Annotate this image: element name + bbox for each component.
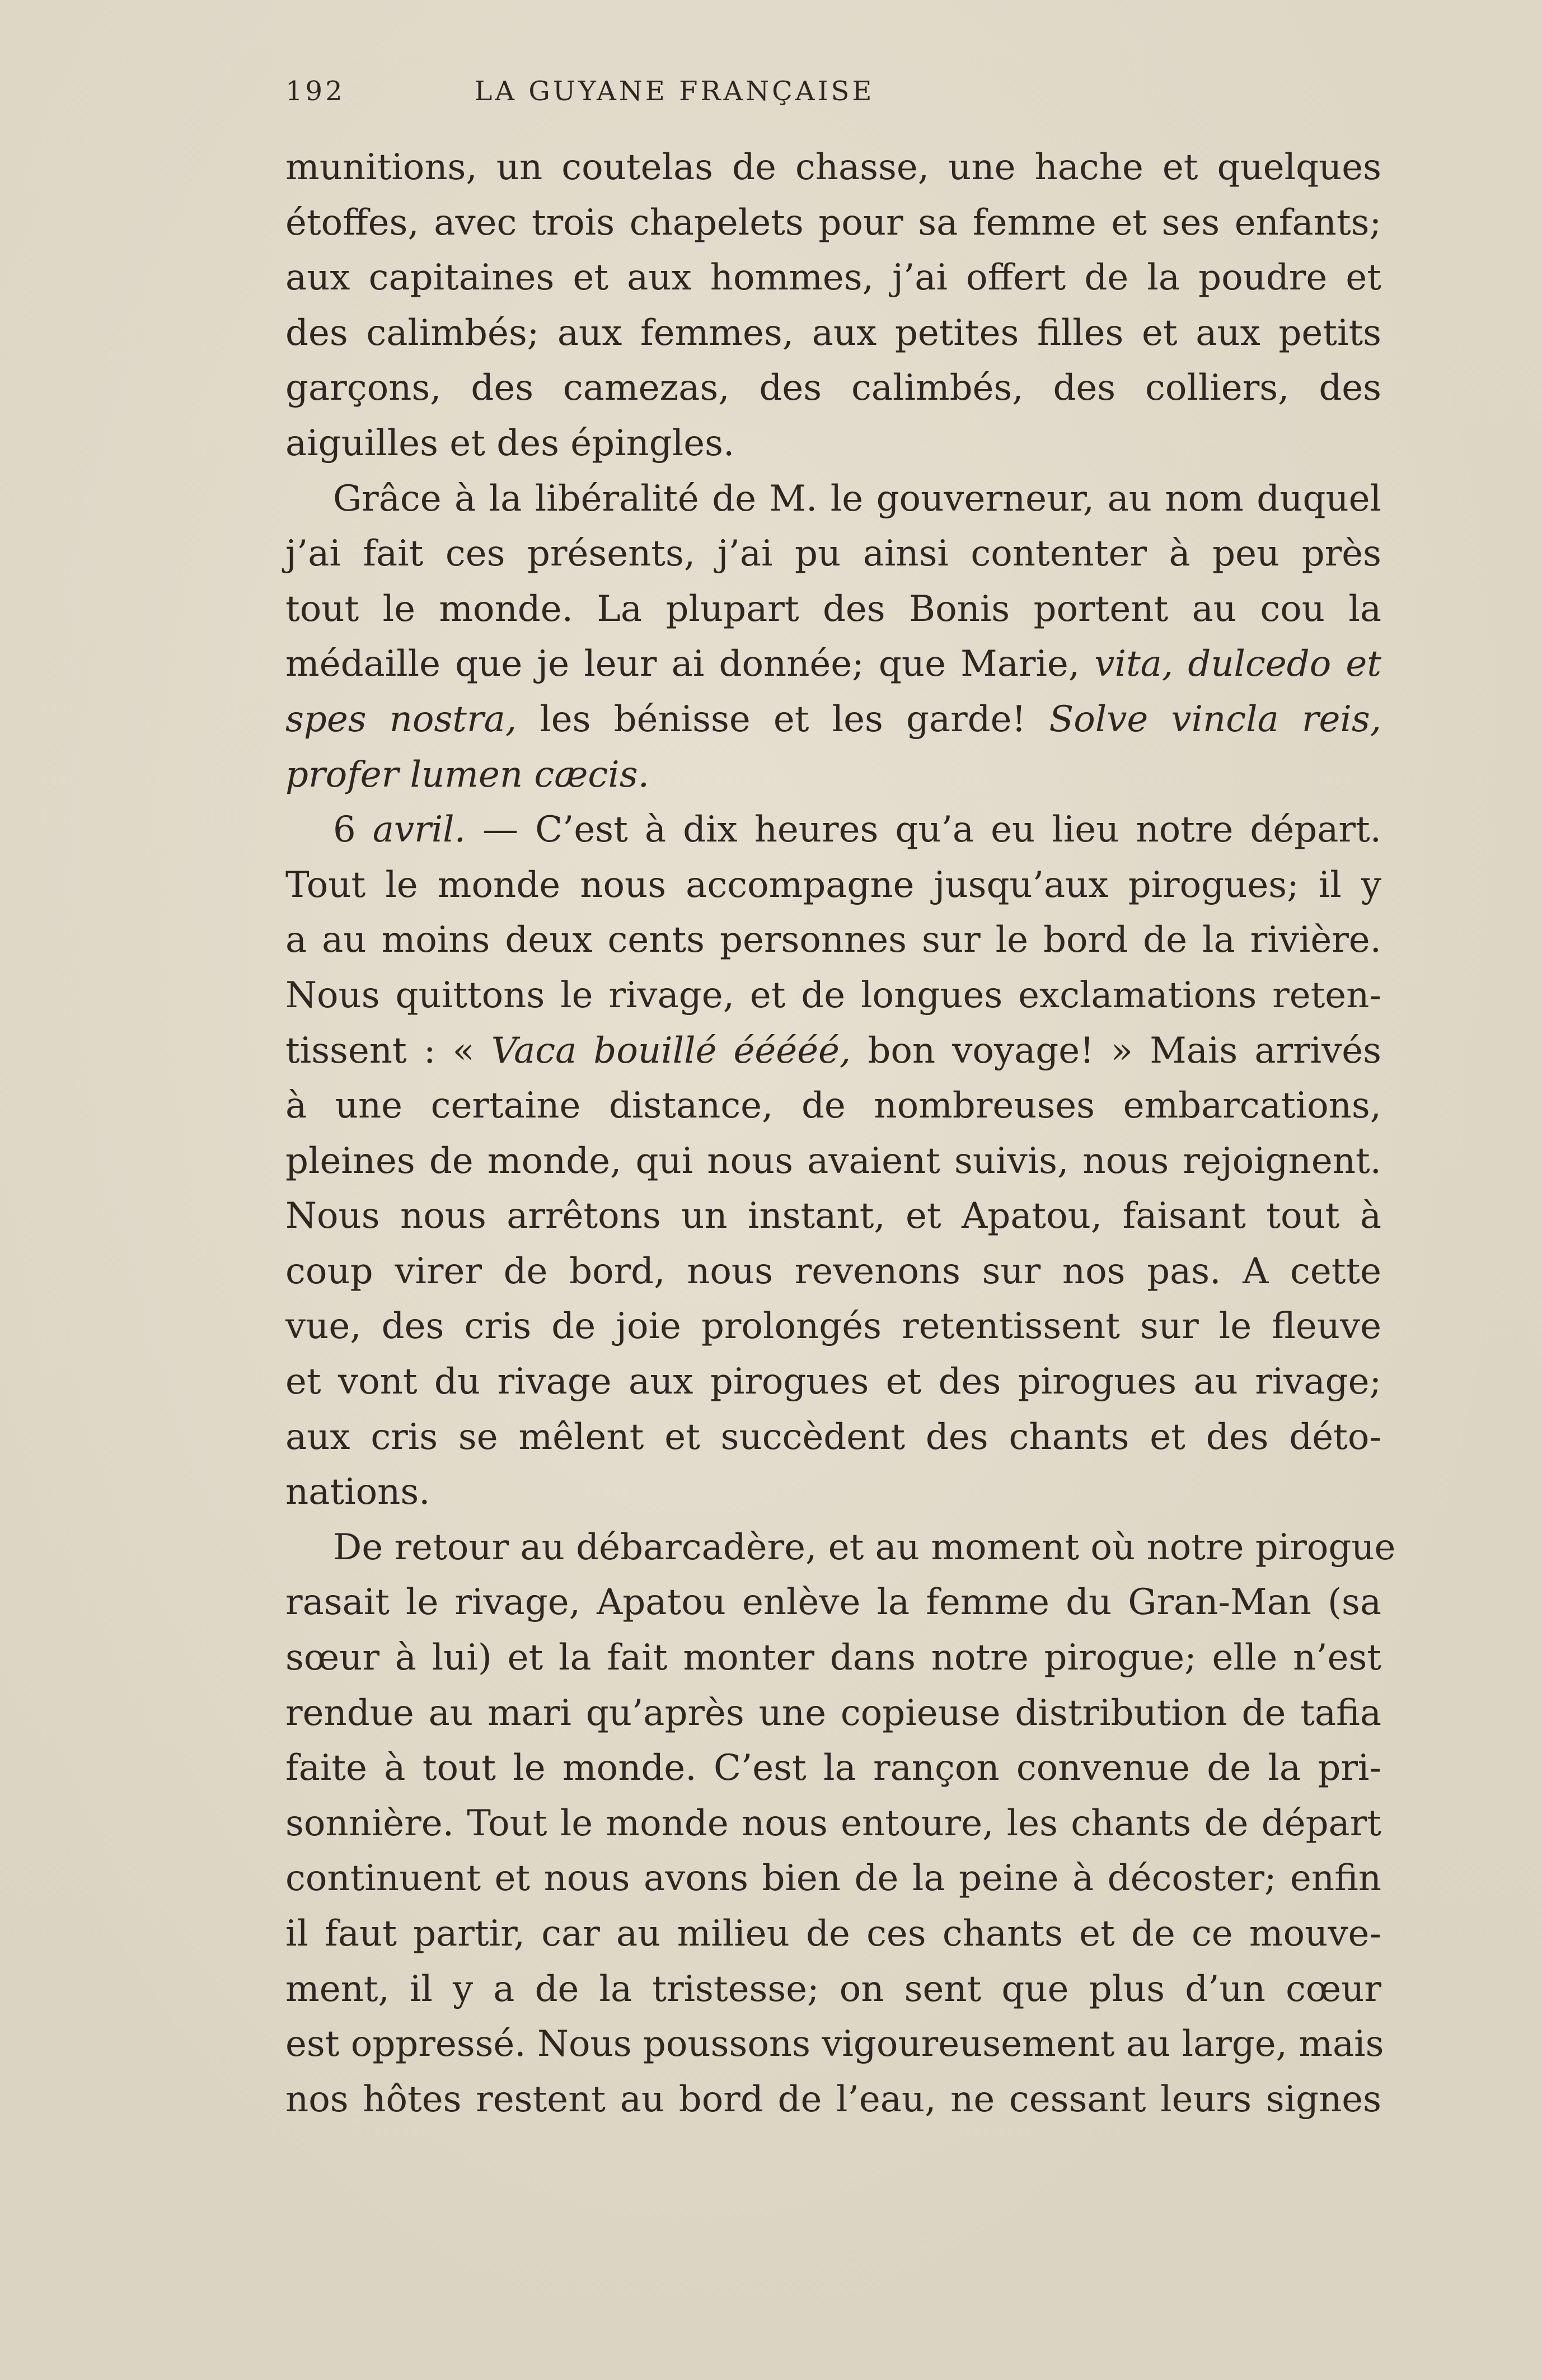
text-line: il faut partir, car au milieu de ces chants et de ce mouve- [285, 1913, 1381, 1955]
book-title: LA GUYANE FRANÇAISE [474, 76, 875, 107]
text-line: faite à tout le monde. C’est la rançon convenue de la pri- [285, 1747, 1381, 1789]
text-line: à une certaine distance, de nombreuses embarcations, [285, 1085, 1381, 1127]
text-line: a au moins deux cents personnes sur le bord de la rivière. [285, 919, 1381, 961]
quoted-exclamation: Vaca bouillé ééééé, [491, 1030, 851, 1072]
text-line: tout le monde. La plupart des Bonis portent au cou la [285, 588, 1381, 630]
paragraph-start-line: Grâce à la libéralité de M. le gouverneur, au nom duquel [333, 478, 1381, 520]
text-line: garçons, des camezas, des calimbés, des colliers, des [285, 367, 1381, 409]
latin-quote: Solve vincla reis, [1049, 698, 1381, 740]
text-line: étoffes, avec trois chapelets pour sa femme et ses enfants; [285, 202, 1381, 244]
text-line: sonnière. Tout le monde nous entoure, les chants de départ [285, 1802, 1381, 1844]
body-text [285, 140, 1396, 2127]
text-line: médaille que je leur ai donnée; que Marie, vita, dulcedo et [285, 643, 1381, 685]
text-line: vue, des cris de joie prolongés retentissent sur le fleuve [285, 1306, 1381, 1348]
latin-quote: profer lumen cæcis. [285, 754, 649, 796]
text-line: pleines de monde, qui nous avaient suivis, nous rejoignent. [285, 1140, 1381, 1182]
text-line: aux cris se mêlent et succèdent des chants et des déto- [285, 1416, 1381, 1458]
text-line: ment, il y a de la tristesse; on sent que plus d’un cœur [285, 1968, 1381, 2010]
running-head [285, 74, 1047, 108]
text-line: coup virer de bord, nous revenons sur nos pas. A cette [285, 1250, 1381, 1292]
text-line [285, 747, 1381, 803]
page-number: 192 [285, 76, 345, 107]
text-line: aiguilles et des épingles. [285, 422, 735, 464]
text-line: rasait le rivage, Apatou enlève la femme du Gran-Man (sa [285, 1582, 1381, 1624]
text-line: sœur à lui) et la fait monter dans notre pirogue; elle n’est [285, 1637, 1381, 1679]
text-line: et vont du rivage aux pirogues et des pirogues au rivage; [285, 1361, 1381, 1403]
text-line: des calimbés; aux femmes, aux petites filles et aux petits [285, 312, 1381, 354]
latin-quote: spes nostra, [285, 698, 517, 740]
paragraph-start-line: De retour au débarcadère, et au moment où notre pirogue [333, 1526, 1396, 1568]
text-line: aux capitaines et aux hommes, j’ai offert de la poudre et [285, 257, 1381, 299]
text-line: nations. [285, 1471, 430, 1513]
text-line: spes nostra, les bénisse et les garde! Solve vincla reis, [285, 698, 1381, 740]
text-line: tissent : « Vaca bouillé ééééé, bon voyage! » Mais arrivés [285, 1030, 1381, 1072]
paragraph-start-line: 6 avril. — C’est à dix heures qu’a eu lieu notre départ. [333, 809, 1382, 851]
text-line: continuent et nous avons bien de la peine à décoster; enfin [285, 1858, 1381, 1900]
text-line: munitions, un coutelas de chasse, une hache et quelques [285, 147, 1381, 188]
text-line: j’ai fait ces présents, j’ai pu ainsi contenter à peu près [285, 533, 1381, 575]
date-label: avril. [372, 809, 466, 851]
text-line: Nous nous arrêtons un instant, et Apatou, faisant tout à [285, 1195, 1381, 1237]
latin-quote: vita, dulcedo et [1094, 643, 1381, 685]
text-line: est oppressé. Nous poussons vigoureusement au large, mais [285, 2023, 1384, 2065]
text-line: rendue au mari qu’après une copieuse distribution de tafia [285, 1692, 1381, 1734]
text-line: Nous quittons le rivage, et de longues exclamations reten- [285, 974, 1381, 1016]
text-line: nos hôtes restent au bord de l’eau, ne cessant leurs signes [285, 2078, 1381, 2120]
text-line: Tout le monde nous accompagne jusqu’aux pirogues; il y [285, 864, 1381, 906]
